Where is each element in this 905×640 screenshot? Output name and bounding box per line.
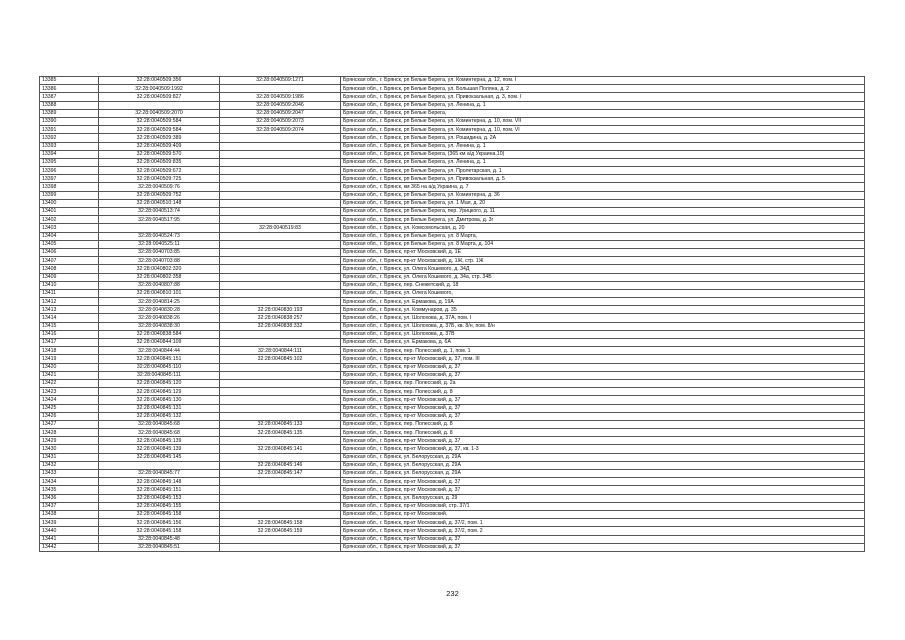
table-row <box>40 216 865 224</box>
row-number-cell: 13405 <box>40 240 99 248</box>
cadastral-number-cell: 32:28:0040509:584 <box>99 117 220 125</box>
parent-cadastral-number-cell: 32:28:0040845:158 <box>220 519 341 527</box>
parent-cadastral-number-cell <box>220 183 341 191</box>
table-row <box>40 339 865 347</box>
table-row <box>40 142 865 150</box>
row-number-cell: 13416 <box>40 330 99 338</box>
table-row <box>40 543 865 551</box>
cadastral-number-cell: 32:28:0040845:77 <box>99 470 220 478</box>
address-cell: Брянская обл., г. Брянск, рп Белые Берега, ул. Коминтерна, д. 10, пом. VI <box>341 126 865 134</box>
row-number-cell: 13422 <box>40 379 99 387</box>
address-cell: Брянская обл., г. Брянск, ул. Белорусская, д. 29А <box>341 453 865 461</box>
row-number-cell: 13419 <box>40 355 99 363</box>
parent-cadastral-number-cell <box>220 175 341 183</box>
parent-cadastral-number-cell <box>220 208 341 216</box>
row-number-cell: 13390 <box>40 117 99 125</box>
row-number-cell: 13395 <box>40 158 99 166</box>
parent-cadastral-number-cell: 32:28:0040844:111 <box>220 347 341 355</box>
row-number-cell: 13442 <box>40 543 99 551</box>
row-number-cell: 13424 <box>40 396 99 404</box>
cadastral-number-cell: 32:28:0040814:25 <box>99 298 220 306</box>
cadastral-number-cell: 32:28:0040525:11 <box>99 240 220 248</box>
address-cell: Брянская обл., г. Брянск, ул. Олега Кошевого, д. 34Д <box>341 265 865 273</box>
cadastral-number-cell: 32:28:0040845:153 <box>99 494 220 502</box>
parent-cadastral-number-cell <box>220 273 341 281</box>
cadastral-number-cell: 32:28:0040509:835 <box>99 158 220 166</box>
cadastral-number-cell: 32:28:0040509:356 <box>99 77 220 85</box>
parent-cadastral-number-cell <box>220 363 341 371</box>
table-row <box>40 117 865 125</box>
parent-cadastral-number-cell <box>220 150 341 158</box>
cadastral-number-cell: 32:28:0040838:30 <box>99 322 220 330</box>
row-number-cell: 13428 <box>40 429 99 437</box>
parent-cadastral-number-cell <box>220 371 341 379</box>
cadastral-number-cell: 32:28:0040802:358 <box>99 273 220 281</box>
parent-cadastral-number-cell <box>220 216 341 224</box>
cadastral-number-cell: 32:28:0040845:129 <box>99 388 220 396</box>
cadastral-number-cell: 32:28:0040509:570 <box>99 150 220 158</box>
row-number-cell: 13430 <box>40 445 99 453</box>
parent-cadastral-number-cell <box>220 298 341 306</box>
table-row <box>40 404 865 412</box>
table-row <box>40 126 865 134</box>
address-cell: Брянская обл., г. Брянск, рп Белые Берега, ул. 1 Мая, д. 20 <box>341 199 865 207</box>
cadastral-number-cell: 32:28:0040509:1992 <box>99 85 220 93</box>
table-row <box>40 248 865 256</box>
cadastral-number-cell: 32:28:0040845:111 <box>99 371 220 379</box>
table-row <box>40 478 865 486</box>
parent-cadastral-number-cell: 32:28:0040509:2074 <box>220 126 341 134</box>
table-row <box>40 232 865 240</box>
table-row <box>40 273 865 281</box>
parent-cadastral-number-cell <box>220 142 341 150</box>
row-number-cell: 13388 <box>40 101 99 109</box>
table-row <box>40 486 865 494</box>
address-cell: Брянская обл., г. Брянск, ул. Комсомольская, д. 20 <box>341 224 865 232</box>
parent-cadastral-number-cell <box>220 396 341 404</box>
table-row <box>40 167 865 175</box>
cadastral-number-cell: 32:28:0040845:132 <box>99 412 220 420</box>
table-row <box>40 93 865 101</box>
cadastral-number-cell: 32:28:0040509:752 <box>99 191 220 199</box>
address-cell: Брянская обл., г. Брянск, ул. Олега Кошевого, д. 34а, стр. 34Б <box>341 273 865 281</box>
parent-cadastral-number-cell: 32:28:0040509:1986 <box>220 93 341 101</box>
row-number-cell: 13426 <box>40 412 99 420</box>
table-row <box>40 412 865 420</box>
address-cell: Брянская обл., г. Брянск, ул. Белорусская, д. 29 <box>341 494 865 502</box>
cadastral-number-cell: 32:28:0040845:120 <box>99 379 220 387</box>
address-cell: Брянская обл., г. Брянск, пер. Полесский, д. 8 <box>341 429 865 437</box>
cadastral-number-cell: 32:28:0040510:148 <box>99 199 220 207</box>
address-cell: Брянская обл., г. Брянск, ул. Шолохова, д. 37А, пом. I <box>341 314 865 322</box>
parent-cadastral-number-cell <box>220 510 341 518</box>
address-cell: Брянская обл., г. Брянск, рп Белые Берега, ул. Коминтерна, д. 12, пом. I <box>341 77 865 85</box>
parent-cadastral-number-cell <box>220 167 341 175</box>
cadastral-number-cell: 32:28:0040845:155 <box>99 502 220 510</box>
parent-cadastral-number-cell <box>220 412 341 420</box>
parent-cadastral-number-cell <box>220 379 341 387</box>
address-cell: Брянская обл., г. Брянск, рп Белые Берега, пер. Урицкого, д. 11 <box>341 208 865 216</box>
cadastral-number-cell: 32:28:0040845:68 <box>99 420 220 428</box>
address-cell: Брянская обл., г. Брянск, рп Белые Берега, ул. 8 Марта, д. 104 <box>341 240 865 248</box>
table-row <box>40 363 865 371</box>
address-cell: Брянская обл., г. Брянск, рп Белые Берега, ул. Большая Поляна, д. 2 <box>341 85 865 93</box>
address-cell: Брянская обл., г. Брянск, пр-кт Московский, д. 37/2, пом. 1 <box>341 519 865 527</box>
address-cell: Брянская обл., г. Брянск, пер. Полесский, д. 2а <box>341 379 865 387</box>
address-cell: Брянская обл., г. Брянск, пр-кт Московский, д. 37 <box>341 535 865 543</box>
parent-cadastral-number-cell: 32:28:0040838:257 <box>220 314 341 322</box>
cadastral-number-cell: 32:28:0040517:95 <box>99 216 220 224</box>
table-row <box>40 429 865 437</box>
address-cell: Брянская обл., г. Брянск, рп Белые Берега, ул. Привокзальная, д. 5 <box>341 175 865 183</box>
address-cell: Брянская обл., г. Брянск, пр-кт Московский, д. 37 <box>341 437 865 445</box>
address-cell: Брянская обл., г. Брянск, рп Белые Берега, ул. Пролетарская, д. 1 <box>341 167 865 175</box>
cadastral-number-cell: 32:28:0040509:672 <box>99 167 220 175</box>
row-number-cell: 13386 <box>40 85 99 93</box>
cadastral-number-cell: 32:28:0040845:158 <box>99 510 220 518</box>
address-cell: Брянская обл., г. Брянск, пр-кт Московский, д. 37 <box>341 404 865 412</box>
parent-cadastral-number-cell <box>220 191 341 199</box>
table-row <box>40 355 865 363</box>
table-row <box>40 502 865 510</box>
address-cell: Брянская обл., г. Брянск, рп Белые Берега, (365 км а/д Украина,10) <box>341 150 865 158</box>
cadastral-number-cell <box>99 461 220 469</box>
cadastral-number-cell: 32:28:0040845:148 <box>99 478 220 486</box>
address-cell: Брянская обл., г. Брянск, пр-кт Московский, д. 37 <box>341 396 865 404</box>
row-number-cell: 13400 <box>40 199 99 207</box>
table-row <box>40 109 865 117</box>
address-cell: Брянская обл., г. Брянск, пер. Снежетский, д. 18 <box>341 281 865 289</box>
table-row <box>40 183 865 191</box>
table-row <box>40 175 865 183</box>
row-number-cell: 13392 <box>40 134 99 142</box>
address-cell: Брянская обл., г. Брянск, ул. Коммунаров, д. 35 <box>341 306 865 314</box>
table-row <box>40 330 865 338</box>
parent-cadastral-number-cell <box>220 134 341 142</box>
table-row <box>40 470 865 478</box>
cadastral-number-cell: 32:28:0040838:584 <box>99 330 220 338</box>
address-cell: Брянская обл., г. Брянск, рп Белые Берега, ул. Привокзальная, д. 3, пом. I <box>341 93 865 101</box>
row-number-cell: 13396 <box>40 167 99 175</box>
cadastral-number-cell: 32:28:0040845:68 <box>99 429 220 437</box>
registry-table-body <box>40 77 865 552</box>
table-row <box>40 371 865 379</box>
row-number-cell: 13420 <box>40 363 99 371</box>
address-cell: Брянская обл., г. Брянск, пр-кт Московский, д. 1Е <box>341 248 865 256</box>
cadastral-number-cell: 32:28:0040838:26 <box>99 314 220 322</box>
cadastral-number-cell: 32:28:0040845:151 <box>99 486 220 494</box>
table-row <box>40 445 865 453</box>
table-row <box>40 461 865 469</box>
row-number-cell: 13403 <box>40 224 99 232</box>
row-number-cell: 13401 <box>40 208 99 216</box>
row-number-cell: 13436 <box>40 494 99 502</box>
cadastral-number-cell <box>99 101 220 109</box>
row-number-cell: 13440 <box>40 527 99 535</box>
address-cell: Брянская обл., г. Брянск, рп Белые Берега, <box>341 109 865 117</box>
table-row <box>40 298 865 306</box>
parent-cadastral-number-cell: 32:28:0040845:102 <box>220 355 341 363</box>
parent-cadastral-number-cell <box>220 453 341 461</box>
table-row <box>40 191 865 199</box>
cadastral-number-cell: 32:28:0040844:44 <box>99 347 220 355</box>
row-number-cell: 13394 <box>40 150 99 158</box>
row-number-cell: 13441 <box>40 535 99 543</box>
table-row <box>40 322 865 330</box>
parent-cadastral-number-cell <box>220 486 341 494</box>
row-number-cell: 13409 <box>40 273 99 281</box>
address-cell: Брянская обл., г. Брянск, рп Белые Берега, ул. Рошидина, д. 2А <box>341 134 865 142</box>
table-row <box>40 306 865 314</box>
address-cell: Брянская обл., г. Брянск, рп Белые Берега, ул. Ленина, д. 1 <box>341 142 865 150</box>
address-cell: Брянская обл., г. Брянск, рп Белые Берега, ул. Коминтерна, д. 10, пом. VII <box>341 117 865 125</box>
row-number-cell: 13387 <box>40 93 99 101</box>
table-row <box>40 199 865 207</box>
cadastral-number-cell: 32:28:0040524:73 <box>99 232 220 240</box>
row-number-cell: 13411 <box>40 289 99 297</box>
address-cell: Брянская обл., г. Брянск, ул. Ермакова, д. 6А <box>341 339 865 347</box>
table-row <box>40 150 865 158</box>
table-row <box>40 281 865 289</box>
cadastral-number-cell: 32:28:0040509:827 <box>99 93 220 101</box>
table-row <box>40 240 865 248</box>
parent-cadastral-number-cell <box>220 502 341 510</box>
address-cell: Брянская обл., г. Брянск, пр-кт Московский, д. 37 <box>341 486 865 494</box>
parent-cadastral-number-cell: 32:28:0040838:332 <box>220 322 341 330</box>
row-number-cell: 13439 <box>40 519 99 527</box>
parent-cadastral-number-cell <box>220 339 341 347</box>
row-number-cell: 13413 <box>40 306 99 314</box>
parent-cadastral-number-cell: 32:28:0040830:193 <box>220 306 341 314</box>
address-cell: Брянская обл., г. Брянск, пр-кт Московский, д. 37 <box>341 478 865 486</box>
cadastral-number-cell: 32:28:0040509:725 <box>99 175 220 183</box>
parent-cadastral-number-cell <box>220 478 341 486</box>
parent-cadastral-number-cell: 32:28:0040509:2047 <box>220 109 341 117</box>
row-number-cell: 13404 <box>40 232 99 240</box>
parent-cadastral-number-cell <box>220 543 341 551</box>
address-cell: Брянская обл., г. Брянск, рп Белые Берега, ул. Ленина, д. 1 <box>341 101 865 109</box>
cadastral-number-cell: 32:28:0040845:158 <box>99 527 220 535</box>
row-number-cell: 13434 <box>40 478 99 486</box>
parent-cadastral-number-cell <box>220 330 341 338</box>
parent-cadastral-number-cell <box>220 265 341 273</box>
address-cell: Брянская обл., г. Брянск, пр-кт Московский, д. 37, пом. III <box>341 355 865 363</box>
table-row <box>40 224 865 232</box>
table-row <box>40 85 865 93</box>
cadastral-number-cell: 32:28:0040845:130 <box>99 396 220 404</box>
cadastral-number-cell: 32:28:0040830:28 <box>99 306 220 314</box>
address-cell: Брянская обл., г. Брянск, пр-кт Московский, стр. 37/1 <box>341 502 865 510</box>
table-row <box>40 265 865 273</box>
address-cell: Брянская обл., г. Брянск, пер. Полесский, д. 1, пом. 1 <box>341 347 865 355</box>
parent-cadastral-number-cell <box>220 437 341 445</box>
table-row <box>40 314 865 322</box>
address-cell: Брянская обл., г. Брянск, пр-кт Московский, <box>341 510 865 518</box>
address-cell: Брянская обл., г. Брянск, ул. Шолохова, д. 37В <box>341 330 865 338</box>
parent-cadastral-number-cell: 32:28:0040845:146 <box>220 461 341 469</box>
table-row <box>40 379 865 387</box>
row-number-cell: 13408 <box>40 265 99 273</box>
table-row <box>40 437 865 445</box>
cadastral-number-cell: 32:28:0040513:74 <box>99 208 220 216</box>
row-number-cell: 13423 <box>40 388 99 396</box>
table-row <box>40 101 865 109</box>
address-cell: Брянская обл., г. Брянск, пр-кт Московский, д. 37 <box>341 363 865 371</box>
row-number-cell: 13412 <box>40 298 99 306</box>
cadastral-number-cell: 32:28:0040845:110 <box>99 363 220 371</box>
cadastral-number-cell: 32:28:0040845:139 <box>99 445 220 453</box>
address-cell: Брянская обл., г. Брянск, пр-кт Московский, д. 37 <box>341 371 865 379</box>
row-number-cell: 13410 <box>40 281 99 289</box>
row-number-cell: 13415 <box>40 322 99 330</box>
address-cell: Брянская обл., г. Брянск, ул. Шолохова, д. 37Б, кв. 8/н, пом. 8/н <box>341 322 865 330</box>
table-row <box>40 134 865 142</box>
address-cell: Брянская обл., г. Брянск, пер. Полесский, д. 8 <box>341 388 865 396</box>
row-number-cell: 13438 <box>40 510 99 518</box>
cadastral-number-cell: 32:28:0040509:76 <box>99 183 220 191</box>
cadastral-number-cell: 32:28:0040509:2070 <box>99 109 220 117</box>
row-number-cell: 13389 <box>40 109 99 117</box>
parent-cadastral-number-cell: 32:28:0040845:159 <box>220 527 341 535</box>
row-number-cell: 13432 <box>40 461 99 469</box>
cadastral-number-cell <box>99 224 220 232</box>
parent-cadastral-number-cell: 32:28:0040845:135 <box>220 429 341 437</box>
table-row <box>40 510 865 518</box>
address-cell: Брянская обл., г. Брянск, пр-кт Московский, д. 1Ж, стр. 1Ж <box>341 257 865 265</box>
row-number-cell: 13433 <box>40 470 99 478</box>
parent-cadastral-number-cell: 32:28:0040845:141 <box>220 445 341 453</box>
parent-cadastral-number-cell <box>220 232 341 240</box>
table-row <box>40 289 865 297</box>
row-number-cell: 13391 <box>40 126 99 134</box>
parent-cadastral-number-cell <box>220 240 341 248</box>
address-cell: Брянская обл., г. Брянск, рп Белые Берега, ул. 8 Марта, <box>341 232 865 240</box>
parent-cadastral-number-cell: 32:28:0040509:1271 <box>220 77 341 85</box>
row-number-cell: 13421 <box>40 371 99 379</box>
parent-cadastral-number-cell <box>220 388 341 396</box>
cadastral-number-cell: 32:28:0040845:156 <box>99 519 220 527</box>
parent-cadastral-number-cell: 32:28:0040509:2046 <box>220 101 341 109</box>
parent-cadastral-number-cell: 32:28:0040519:83 <box>220 224 341 232</box>
registry-table <box>39 76 865 552</box>
row-number-cell: 13407 <box>40 257 99 265</box>
parent-cadastral-number-cell <box>220 494 341 502</box>
parent-cadastral-number-cell: 32:28:0040509:2073 <box>220 117 341 125</box>
parent-cadastral-number-cell <box>220 281 341 289</box>
table-row <box>40 494 865 502</box>
row-number-cell: 13431 <box>40 453 99 461</box>
table-row <box>40 158 865 166</box>
table-row <box>40 388 865 396</box>
address-cell: Брянская обл., г. Брянск, рп Белые Берега, ул. Дмитрова, д. 3г <box>341 216 865 224</box>
cadastral-number-cell: 32:28:0040845:151 <box>99 355 220 363</box>
parent-cadastral-number-cell <box>220 85 341 93</box>
parent-cadastral-number-cell <box>220 199 341 207</box>
row-number-cell: 13385 <box>40 77 99 85</box>
cadastral-number-cell: 32:28:0040509:389 <box>99 134 220 142</box>
cadastral-number-cell: 32:28:0040810:101 <box>99 289 220 297</box>
row-number-cell: 13427 <box>40 420 99 428</box>
address-cell: Брянская обл., г. Брянск, пер. Полесский, д. 8 <box>341 420 865 428</box>
parent-cadastral-number-cell <box>220 158 341 166</box>
parent-cadastral-number-cell: 32:28:0040845:133 <box>220 420 341 428</box>
table-row <box>40 396 865 404</box>
table-row <box>40 257 865 265</box>
address-cell: Брянская обл., г. Брянск, рп Белые Берега, ул. Ленина, д. 1 <box>341 158 865 166</box>
row-number-cell: 13397 <box>40 175 99 183</box>
parent-cadastral-number-cell: 32:28:0040845:147 <box>220 470 341 478</box>
parent-cadastral-number-cell <box>220 289 341 297</box>
row-number-cell: 13425 <box>40 404 99 412</box>
address-cell: Брянская обл., г. Брянск, пр-кт Московский, д. 37/2, пом. 2 <box>341 527 865 535</box>
address-cell: Брянская обл., г. Брянск, пр-кт Московский, д. 37, кв. 1-3 <box>341 445 865 453</box>
row-number-cell: 13429 <box>40 437 99 445</box>
address-cell: Брянская обл., г. Брянск, пр-кт Московский, д. 37 <box>341 412 865 420</box>
table-row <box>40 535 865 543</box>
row-number-cell: 13417 <box>40 339 99 347</box>
page-number: 232 <box>446 589 459 598</box>
table-row <box>40 420 865 428</box>
row-number-cell: 13437 <box>40 502 99 510</box>
table-row <box>40 347 865 355</box>
parent-cadastral-number-cell <box>220 248 341 256</box>
parent-cadastral-number-cell <box>220 535 341 543</box>
cadastral-number-cell: 32:28:0040845:139 <box>99 437 220 445</box>
cadastral-number-cell: 32:28:0040844:109 <box>99 339 220 347</box>
cadastral-number-cell: 32:28:0040845:131 <box>99 404 220 412</box>
address-cell: Брянская обл., г. Брянск, ул. Ермакова, д. 19А <box>341 298 865 306</box>
row-number-cell: 13402 <box>40 216 99 224</box>
cadastral-number-cell: 32:28:0040807:88 <box>99 281 220 289</box>
cadastral-number-cell: 32:28:0040509:584 <box>99 126 220 134</box>
table-row <box>40 77 865 85</box>
address-cell: Брянская обл., г. Брянск, ул. Белорусская, д. 29А <box>341 461 865 469</box>
parent-cadastral-number-cell <box>220 404 341 412</box>
cadastral-number-cell: 32:28:0040802:320 <box>99 265 220 273</box>
cadastral-number-cell: 32:28:0040509:409 <box>99 142 220 150</box>
table-row <box>40 527 865 535</box>
table-row <box>40 453 865 461</box>
cadastral-number-cell: 32:28:0040845:145 <box>99 453 220 461</box>
address-cell: Брянская обл., г. Брянск, рп Белые Берега, ул. Коминтерна, д. 36 <box>341 191 865 199</box>
table-row <box>40 208 865 216</box>
cadastral-number-cell: 32:28:0040845:48 <box>99 535 220 543</box>
row-number-cell: 13406 <box>40 248 99 256</box>
cadastral-number-cell: 32:28:0040845:51 <box>99 543 220 551</box>
address-cell: Брянская обл., г. Брянск, ул. Олега Кошевого, <box>341 289 865 297</box>
row-number-cell: 13414 <box>40 314 99 322</box>
cadastral-number-cell: 32:28:0040703:85 <box>99 248 220 256</box>
cadastral-number-cell: 32:28:0040703:88 <box>99 257 220 265</box>
parent-cadastral-number-cell <box>220 257 341 265</box>
row-number-cell: 13393 <box>40 142 99 150</box>
address-cell: Брянская обл., г. Брянск, пр-кт Московский, д. 37 <box>341 543 865 551</box>
row-number-cell: 13435 <box>40 486 99 494</box>
row-number-cell: 13399 <box>40 191 99 199</box>
table-row <box>40 519 865 527</box>
address-cell: Брянская обл., г. Брянск, ул. Белорусская, д. 29А <box>341 470 865 478</box>
row-number-cell: 13418 <box>40 347 99 355</box>
row-number-cell: 13398 <box>40 183 99 191</box>
address-cell: Брянская обл., г. Брянск, км 365 на а/д Украина, д. 7 <box>341 183 865 191</box>
